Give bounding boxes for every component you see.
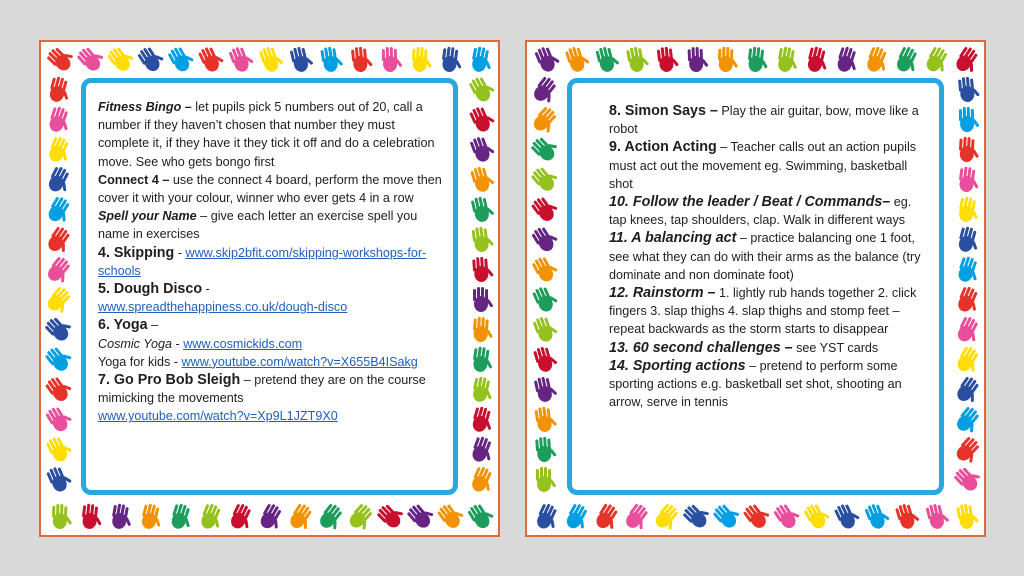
simon-says-title: 8. Simon Says –: [609, 103, 718, 119]
handprint-icon: [137, 46, 163, 74]
balancing-title: 11. A balancing act: [609, 230, 737, 247]
sporting-title: 14. Sporting actions: [609, 357, 746, 374]
handprint-icon: [531, 376, 557, 404]
handprint-icon: [531, 256, 557, 284]
connect4-text: use the connect 4 board, perform the move then cover it with your colour, winner who ever gets 4 in a row: [98, 172, 442, 206]
dough-disco-title: 5. Dough Disco: [98, 281, 203, 298]
fitness-bingo-title: Fitness Bingo –: [98, 100, 192, 114]
handprint-icon: [467, 503, 493, 531]
sporting-text: – pretend to perform some sporting actions e.g. basketball set shot, shooting an arrow, serve in tennis: [609, 358, 902, 410]
handprint-icon: [893, 46, 919, 74]
yoga-title: 6. Yoga: [98, 317, 148, 334]
handprint-icon: [531, 436, 557, 464]
handprint-icon: [287, 503, 313, 531]
handprint-icon: [531, 196, 557, 224]
yoga-kids-label: Yoga for kids -: [98, 354, 182, 369]
fitness-bingo-text: let pupils pick 5 numbers out of 20, call a number if they haven’t chosen that number they must complete it, if they have it they tick it off and do a celebration move. See who gets bongo first: [98, 100, 435, 169]
left-card-text: [98, 98, 448, 426]
handprint-icon: [954, 436, 980, 464]
handprint-icon: [863, 46, 889, 74]
handprint-icon: [45, 106, 71, 134]
skipping-sep: -: [174, 245, 186, 260]
gopro-link[interactable]: www.youtube.com/watch?v=Xp9L1JZT9X0: [98, 409, 338, 424]
handprint-icon: [45, 466, 71, 494]
handprint-icon: [833, 503, 859, 531]
handprint-icon: [467, 46, 493, 74]
handprint-icon: [531, 106, 557, 134]
balancing-item: [609, 229, 929, 284]
handprint-icon: [531, 346, 557, 374]
handprint-icon: [77, 46, 103, 74]
sporting-item: [609, 357, 929, 412]
handprint-icon: [954, 406, 980, 434]
skipping-title: 4. Skipping: [98, 244, 175, 261]
handprint-icon: [923, 503, 949, 531]
challenges-text: see YST cards: [792, 340, 879, 355]
handprint-icon: [953, 46, 979, 74]
handprint-icon: [45, 136, 71, 164]
handprint-icon: [713, 46, 739, 74]
handprint-icon: [197, 503, 223, 531]
challenges-item: [609, 339, 929, 357]
follow-leader-text: eg. tap knees, tap shoulders, clap. Walk in different ways: [609, 195, 912, 228]
handprint-icon: [45, 346, 71, 374]
handprint-icon: [531, 316, 557, 344]
handprint-icon: [531, 136, 557, 164]
handprint-icon: [954, 316, 980, 344]
handprint-icon: [683, 46, 709, 74]
handprint-icon: [468, 346, 494, 374]
handprint-icon: [77, 503, 103, 531]
yoga-sep: –: [147, 318, 159, 333]
rainstorm-title: 12. Rainstorm –: [609, 285, 716, 302]
handprint-icon: [347, 503, 373, 531]
action-acting-text: – Teacher calls out an action pupils must act out the movement eg. Swimming, basketball shot: [609, 140, 917, 191]
handprint-icon: [863, 503, 889, 531]
dough-disco-link-line: [98, 298, 448, 316]
handprint-icon: [47, 46, 73, 74]
handprint-icon: [317, 46, 343, 74]
simon-says-text: Play the air guitar, bow, move like a robot: [609, 104, 919, 137]
cosmic-yoga-label: Cosmic Yoga: [98, 336, 172, 351]
handprint-icon: [954, 376, 980, 404]
handprint-icon: [954, 256, 980, 284]
handprint-icon: [45, 76, 71, 104]
handprint-icon: [45, 166, 71, 194]
spell-name-title: Spell your Name: [98, 209, 197, 224]
handprint-icon: [713, 503, 739, 531]
handprint-icon: [47, 503, 73, 531]
dough-disco-link[interactable]: www.spreadthehappiness.co.uk/dough-disco: [98, 300, 348, 315]
handprint-icon: [531, 226, 557, 254]
handprint-icon: [317, 503, 343, 531]
handprint-icon: [773, 46, 799, 74]
rainstorm-item: [609, 284, 929, 339]
yoga-kids-line: [98, 353, 448, 371]
handprint-icon: [893, 503, 919, 531]
handprint-icon: [437, 503, 463, 531]
fitness-bingo-item: [98, 98, 448, 171]
handprint-icon: [803, 503, 829, 531]
skipping-link[interactable]: www.skip2bfit.com/skipping-workshops-for-schools: [98, 245, 427, 278]
handprint-icon: [377, 503, 403, 531]
handprint-icon: [45, 286, 71, 314]
gopro-text: – pretend they are on the course mimicking the movements: [98, 373, 426, 406]
handprint-icon: [743, 46, 769, 74]
handprint-icon: [954, 346, 980, 374]
handprint-icon: [954, 106, 980, 134]
handprint-icon: [531, 286, 557, 314]
follow-leader-title: 10. Follow the leader / Beat / Commands–: [609, 194, 891, 211]
handprint-icon: [563, 46, 589, 74]
handprint-icon: [923, 46, 949, 74]
handprint-icon: [377, 46, 403, 74]
handprint-icon: [531, 406, 557, 434]
handprint-icon: [167, 503, 193, 531]
connect4-title: Connect 4 –: [98, 172, 170, 187]
handprint-icon: [533, 46, 559, 74]
handprint-icon: [468, 166, 494, 194]
balancing-text: – practice balancing one 1 foot, see what they can do with their arms as the balance (try dominate and non dominate foot): [609, 231, 921, 282]
handprint-icon: [45, 376, 71, 404]
handprint-icon: [468, 466, 494, 494]
handprint-icon: [531, 466, 557, 494]
dough-disco-sep: -: [202, 282, 210, 297]
handprint-icon: [531, 166, 557, 194]
handprint-icon: [683, 503, 709, 531]
handprint-icon: [953, 503, 979, 531]
action-acting-title: 9. Action Acting: [609, 139, 717, 156]
handprint-icon: [227, 46, 253, 74]
handprint-icon: [45, 256, 71, 284]
activity-card-right: [525, 40, 986, 537]
handprint-icon: [468, 376, 494, 404]
handprint-icon: [533, 503, 559, 531]
handprint-icon: [407, 46, 433, 74]
handprint-icon: [227, 503, 253, 531]
action-acting-item: [609, 138, 929, 193]
handprint-icon: [257, 503, 283, 531]
spell-name-item: [98, 207, 448, 243]
handprint-icon: [954, 76, 980, 104]
handprint-icon: [803, 46, 829, 74]
handprint-icon: [468, 136, 494, 164]
handprint-icon: [531, 76, 557, 104]
handprint-icon: [347, 46, 373, 74]
challenges-title: 13. 60 second challenges –: [609, 339, 793, 356]
handprint-icon: [833, 46, 859, 74]
handprint-icon: [954, 136, 980, 164]
handprint-icon: [593, 46, 619, 74]
skipping-item: [98, 244, 448, 280]
handprint-icon: [107, 503, 133, 531]
handprint-icon: [257, 46, 283, 74]
gopro-item: [98, 371, 448, 407]
cosmic-yoga-line: [98, 335, 448, 353]
handprint-icon: [167, 46, 193, 74]
handprint-icon: [287, 46, 313, 74]
cosmic-yoga-sep: -: [171, 336, 184, 351]
handprint-icon: [743, 503, 769, 531]
follow-leader-item: [609, 193, 929, 229]
handprint-icon: [593, 503, 619, 531]
activity-card-left: [39, 40, 500, 537]
yoga-kids-link[interactable]: www.youtube.com/watch?v=X655B4ISakg: [181, 354, 418, 369]
handprint-icon: [468, 196, 494, 224]
handprint-icon: [468, 226, 494, 254]
simon-says-item: [609, 102, 929, 138]
handprint-icon: [653, 503, 679, 531]
handprint-icon: [773, 503, 799, 531]
handprint-icon: [468, 316, 494, 344]
handprint-icon: [45, 316, 71, 344]
handprint-icon: [623, 503, 649, 531]
handprint-icon: [954, 166, 980, 194]
cosmic-yoga-link[interactable]: www.cosmickids.com: [183, 336, 303, 351]
right-card-text: [609, 102, 929, 411]
gopro-title: 7. Go Pro Bob Sleigh: [98, 372, 241, 389]
handprint-icon: [623, 46, 649, 74]
handprint-icon: [468, 256, 494, 284]
handprint-icon: [468, 406, 494, 434]
gopro-link-line: [98, 407, 448, 425]
yoga-item: [98, 316, 448, 334]
spell-name-text: – give each letter an exercise spell you name in exercises: [98, 209, 418, 242]
handprint-icon: [468, 436, 494, 464]
handprint-icon: [197, 46, 223, 74]
handprint-icon: [45, 436, 71, 464]
rainstorm-text: 1. lightly rub hands together 2. click fingers 3. slap thighs 4. slap thighs and stomp feet – repeat backwards as the storm starts to disappear: [609, 286, 917, 337]
handprint-icon: [954, 196, 980, 224]
handprint-icon: [563, 503, 589, 531]
handprint-icon: [407, 503, 433, 531]
connect4-item: [98, 171, 448, 207]
handprint-icon: [137, 503, 163, 531]
dough-disco-item: [98, 280, 448, 298]
handprint-icon: [468, 106, 494, 134]
handprint-icon: [468, 76, 494, 104]
handprint-icon: [954, 286, 980, 314]
handprint-icon: [107, 46, 133, 74]
handprint-icon: [954, 466, 980, 494]
handprint-icon: [45, 196, 71, 224]
handprint-icon: [45, 406, 71, 434]
handprint-icon: [437, 46, 463, 74]
handprint-icon: [954, 226, 980, 254]
handprint-icon: [45, 226, 71, 254]
handprint-icon: [468, 286, 494, 314]
handprint-icon: [653, 46, 679, 74]
